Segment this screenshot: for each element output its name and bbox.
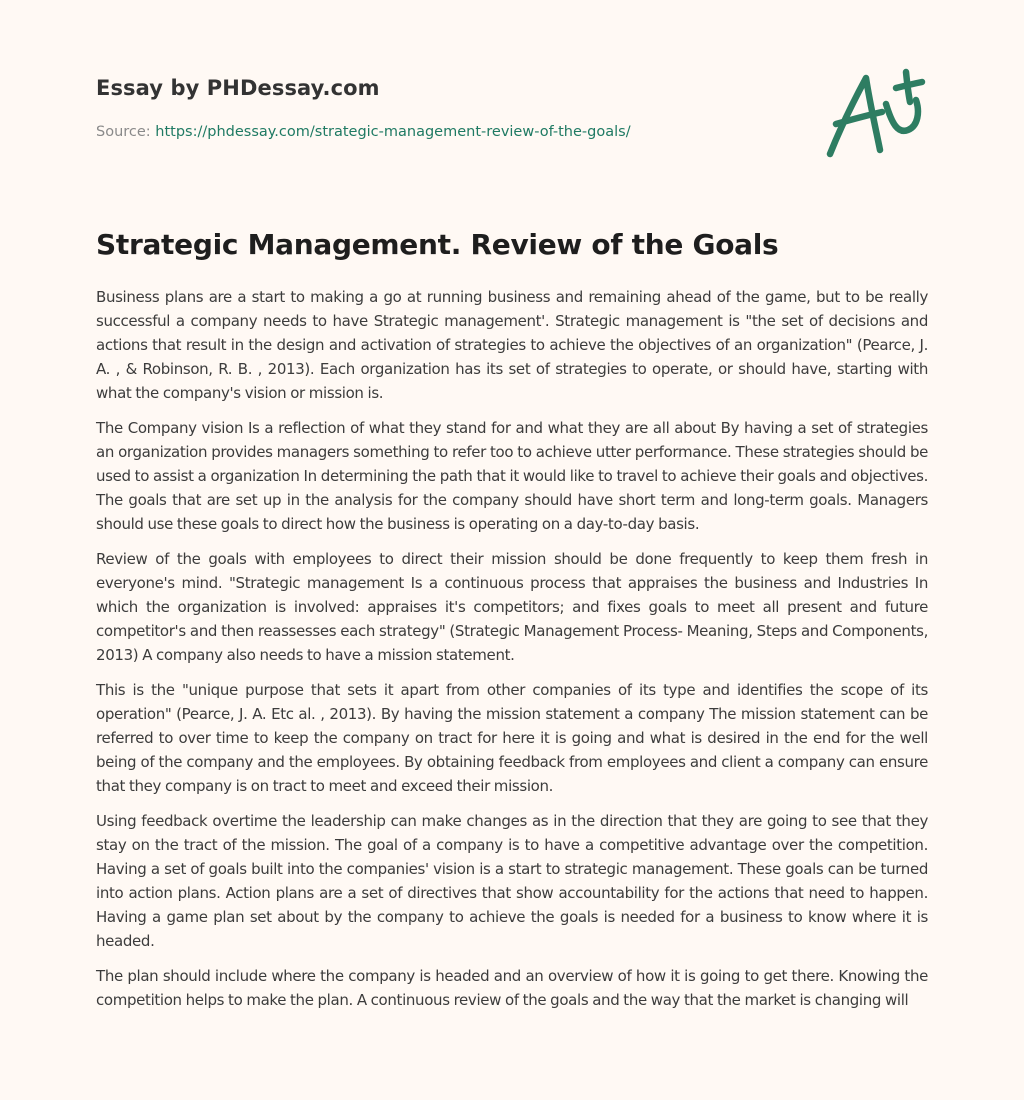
page-header [96, 0, 928, 200]
paragraph: The Company vision Is a reflection of what they stand for and what they are all about By having a set of strategies an organization provides managers something to refer too to achieve utter performance. These strategies should be used to assist a organization In determining the path that it would like to travel to achieve their goals and objectives. The goals that are set up in the analysis for the company should have short term and long-term goals. Managers should use these goals to direct how the business is operating on a day-to-day basis. [96, 419, 928, 533]
paragraph: Business plans are a start to making a go at running business and remaining ahead of the game, but to be really successful a company needs to have Strategic management'. Strategic management is "the set of decisions and actions that result in the design and activation of strategies to achieve the objectives of an organization" (Pearce, J. A. , & Robinson, R. B. , 2013). Each organization has its set of strategies to operate, or should have, starting with what the company's vision or mission is. [96, 288, 928, 402]
essay-page [96, 0, 928, 1009]
paragraph: This is the "unique purpose that sets it apart from other companies of its type and identifies the scope of its operation" (Pearce, J. A. Etc al. , 2013). By having the mission statement a company The mission statement can be referred to over time to keep the company on tract for here it is going and what is desired in the end for the well being of the company and the employees. By obtaining feedback from employees and client a company can ensure that they company is on tract to meet and exceed their mission. [96, 681, 928, 795]
essay-title: Strategic Management. Review of the Goals [96, 228, 779, 261]
source-link[interactable]: https://phdessay.com/strategic-management-review-of-the-goals/ [155, 124, 631, 140]
source-label: Source: [96, 124, 156, 140]
essay-body [96, 285, 928, 1023]
paragraph: The plan should include where the company is headed and an overview of how it is going to get there. Knowing the competition helps to make the plan. A continuous review of the goals and the way that the market is changing will [96, 967, 928, 1009]
a-plus-grade-icon [822, 64, 930, 168]
source-line [96, 124, 631, 140]
paragraph: Using feedback overtime the leadership can make changes as in the direction that they are going to see that they stay on the tract of the mission. The goal of a company is to have a competitive advantage over the competition. Having a set of goals built into the companies' vision is a start to strategic management. These goals can be turned into action plans. Action plans are a set of directives that show accountability for the actions that need to happen. Having a game plan set about by the company to achieve the goals is needed for a business to know where it is headed. [96, 812, 928, 950]
paragraph: Review of the goals with employees to direct their mission should be done frequently to keep them fresh in everyone's mind. "Strategic management Is a continuous process that appraises the business and Industries In which the organization is involved: appraises it's competitors; and fixes goals to meet all present and future competitor's and then reassesses each strategy" (Strategic Management Process- Meaning, Steps and Components, 2013) A company also needs to have a mission statement. [96, 550, 928, 664]
brand-title: Essay by PHDessay.com [96, 76, 380, 100]
